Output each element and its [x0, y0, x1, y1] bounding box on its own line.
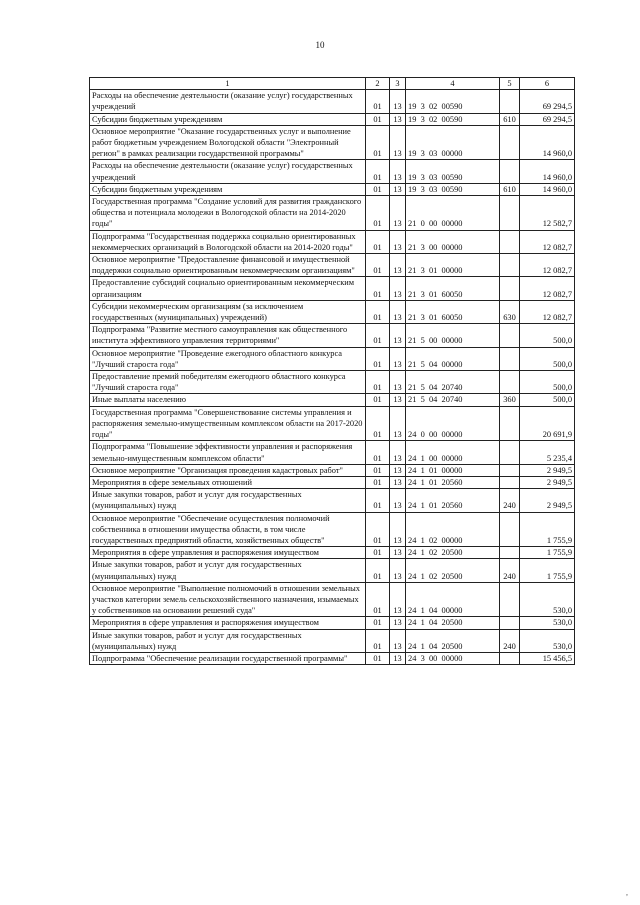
row-target-code-cell: 21 5 00 00000	[406, 324, 500, 347]
row-target-code-cell: 19 3 02 00590	[406, 90, 500, 113]
table-header-row	[90, 78, 575, 90]
row-subsection-cell: 13	[390, 230, 406, 253]
row-section-cell: 01	[366, 617, 390, 629]
table-row	[90, 512, 575, 547]
row-name-cell: Государственная программа "Создание условий для развития гражданского общества и потенциала молодежи в Вологодской области на 2014-2020 годы"	[90, 196, 366, 231]
row-name-cell: Подпрограмма "Государственная поддержка социально ориентированных некоммерческих организаций в Вологодской области на 2014-2020 годы"	[90, 230, 366, 253]
row-name-cell: Основное мероприятие "Оказание государственных услуг и выполнение работ бюджетным учреждением Вологодской области "Электронный регион" в рамках реализации государственной программы"	[90, 125, 366, 160]
table-row	[90, 90, 575, 113]
row-amount-cell: 5 235,4	[520, 441, 575, 464]
row-name-cell: Предоставление субсидий социально ориентированным некоммерческим организациям	[90, 277, 366, 300]
row-amount-cell: 15 456,5	[520, 652, 575, 664]
table-row	[90, 300, 575, 323]
row-section-cell: 01	[366, 464, 390, 476]
table-row	[90, 196, 575, 231]
row-expense-type-cell	[500, 324, 520, 347]
row-amount-cell: 14 960,0	[520, 183, 575, 195]
row-amount-cell: 530,0	[520, 582, 575, 617]
row-target-code-cell: 19 3 03 00590	[406, 160, 500, 183]
table-row	[90, 394, 575, 406]
row-name-cell: Предоставление премий победителям ежегодного областного конкурса "Лучший староста года"	[90, 371, 366, 394]
row-name-cell: Подпрограмма "Развитие местного самоуправления как общественного института эффективного управления территориями"	[90, 324, 366, 347]
row-name-cell: Государственная программа "Совершенствование системы управления и распоряжения земельно-имущественным комплексом области на 2017-2020 годы"	[90, 406, 366, 441]
row-subsection-cell: 13	[390, 277, 406, 300]
row-target-code-cell: 24 1 02 20500	[406, 559, 500, 582]
row-amount-cell: 12 082,7	[520, 254, 575, 277]
table-row	[90, 489, 575, 512]
row-expense-type-cell	[500, 582, 520, 617]
row-amount-cell: 500,0	[520, 324, 575, 347]
row-section-cell: 01	[366, 113, 390, 125]
row-name-cell: Основное мероприятие "Организация проведения кадастровых работ"	[90, 464, 366, 476]
table-row	[90, 160, 575, 183]
table-row	[90, 324, 575, 347]
column-header-section: 2	[366, 78, 390, 90]
row-section-cell: 01	[366, 547, 390, 559]
row-name-cell: Подпрограмма "Обеспечение реализации государственной программы"	[90, 652, 366, 664]
row-subsection-cell: 13	[390, 183, 406, 195]
row-amount-cell: 12 082,7	[520, 300, 575, 323]
row-expense-type-cell: 610	[500, 183, 520, 195]
table-row	[90, 582, 575, 617]
row-target-code-cell: 24 1 01 00000	[406, 464, 500, 476]
row-amount-cell: 500,0	[520, 347, 575, 370]
row-subsection-cell: 13	[390, 406, 406, 441]
column-header-target-code: 4	[406, 78, 500, 90]
row-subsection-cell: 13	[390, 394, 406, 406]
row-section-cell: 01	[366, 90, 390, 113]
row-amount-cell: 14 960,0	[520, 160, 575, 183]
table-row	[90, 476, 575, 488]
row-amount-cell: 20 691,9	[520, 406, 575, 441]
row-target-code-cell: 21 3 01 60050	[406, 277, 500, 300]
table-row	[90, 559, 575, 582]
row-name-cell: Субсидии некоммерческим организациям (за исключением государственных (муниципальных) учреждений)	[90, 300, 366, 323]
row-name-cell: Мероприятия в сфере управления и распоряжения имуществом	[90, 617, 366, 629]
row-expense-type-cell	[500, 125, 520, 160]
row-name-cell: Иные закупки товаров, работ и услуг для государственных (муниципальных) нужд	[90, 629, 366, 652]
row-expense-type-cell	[500, 476, 520, 488]
row-subsection-cell: 13	[390, 489, 406, 512]
row-amount-cell: 14 960,0	[520, 125, 575, 160]
row-name-cell: Основное мероприятие "Предоставление финансовой и имущественной поддержки социально ориентированным некоммерческим организациям"	[90, 254, 366, 277]
row-target-code-cell: 21 5 04 20740	[406, 371, 500, 394]
row-expense-type-cell: 630	[500, 300, 520, 323]
row-subsection-cell: 13	[390, 125, 406, 160]
row-section-cell: 01	[366, 347, 390, 370]
row-subsection-cell: 13	[390, 629, 406, 652]
table-row	[90, 277, 575, 300]
row-target-code-cell: 24 1 02 00000	[406, 512, 500, 547]
row-amount-cell: 69 294,5	[520, 113, 575, 125]
row-expense-type-cell: 360	[500, 394, 520, 406]
row-amount-cell: 1 755,9	[520, 547, 575, 559]
row-amount-cell: 69 294,5	[520, 90, 575, 113]
row-target-code-cell: 24 1 00 00000	[406, 441, 500, 464]
row-target-code-cell: 24 0 00 00000	[406, 406, 500, 441]
row-section-cell: 01	[366, 300, 390, 323]
row-expense-type-cell	[500, 230, 520, 253]
table-row	[90, 371, 575, 394]
column-header-subsection: 3	[390, 78, 406, 90]
row-subsection-cell: 13	[390, 582, 406, 617]
row-target-code-cell: 21 3 00 00000	[406, 230, 500, 253]
row-subsection-cell: 13	[390, 347, 406, 370]
table-row	[90, 652, 575, 664]
row-target-code-cell: 24 1 04 20500	[406, 629, 500, 652]
row-section-cell: 01	[366, 160, 390, 183]
row-target-code-cell: 24 1 02 20500	[406, 547, 500, 559]
row-amount-cell: 500,0	[520, 394, 575, 406]
row-subsection-cell: 13	[390, 547, 406, 559]
row-name-cell: Расходы на обеспечение деятельности (оказание услуг) государственных учреждений	[90, 160, 366, 183]
row-amount-cell: 1 755,9	[520, 559, 575, 582]
row-target-code-cell: 21 3 01 60050	[406, 300, 500, 323]
row-name-cell: Иные выплаты населению	[90, 394, 366, 406]
row-subsection-cell: 13	[390, 371, 406, 394]
table-row	[90, 113, 575, 125]
row-subsection-cell: 13	[390, 512, 406, 547]
row-expense-type-cell	[500, 617, 520, 629]
row-expense-type-cell	[500, 547, 520, 559]
row-name-cell: Иные закупки товаров, работ и услуг для государственных (муниципальных) нужд	[90, 489, 366, 512]
row-expense-type-cell: 240	[500, 489, 520, 512]
row-expense-type-cell	[500, 160, 520, 183]
row-expense-type-cell	[500, 90, 520, 113]
row-section-cell: 01	[366, 371, 390, 394]
row-subsection-cell: 13	[390, 464, 406, 476]
row-name-cell: Подпрограмма "Повышение эффективности управления и распоряжения земельно-имущественным комплексом области"	[90, 441, 366, 464]
row-section-cell: 01	[366, 196, 390, 231]
row-section-cell: 01	[366, 277, 390, 300]
row-name-cell: Мероприятия в сфере земельных отношений	[90, 476, 366, 488]
row-amount-cell: 12 582,7	[520, 196, 575, 231]
row-name-cell: Расходы на обеспечение деятельности (оказание услуг) государственных учреждений	[90, 90, 366, 113]
row-amount-cell: 530,0	[520, 629, 575, 652]
row-target-code-cell: 19 3 03 00000	[406, 125, 500, 160]
row-subsection-cell: 13	[390, 254, 406, 277]
table-row	[90, 629, 575, 652]
column-header-amount: 6	[520, 78, 575, 90]
row-target-code-cell: 21 3 01 00000	[406, 254, 500, 277]
row-section-cell: 01	[366, 652, 390, 664]
table-row	[90, 441, 575, 464]
row-amount-cell: 12 082,7	[520, 277, 575, 300]
row-expense-type-cell	[500, 441, 520, 464]
row-section-cell: 01	[366, 324, 390, 347]
row-expense-type-cell: 240	[500, 559, 520, 582]
row-section-cell: 01	[366, 125, 390, 160]
row-target-code-cell: 21 5 04 00000	[406, 347, 500, 370]
row-subsection-cell: 13	[390, 324, 406, 347]
row-subsection-cell: 13	[390, 652, 406, 664]
edge-mark: ,	[626, 888, 628, 897]
row-amount-cell: 1 755,9	[520, 512, 575, 547]
table-row	[90, 547, 575, 559]
column-header-name: 1	[90, 78, 366, 90]
budget-table	[89, 77, 575, 665]
row-expense-type-cell	[500, 254, 520, 277]
row-expense-type-cell	[500, 347, 520, 370]
row-name-cell: Мероприятия в сфере управления и распоряжения имуществом	[90, 547, 366, 559]
row-name-cell: Основное мероприятие "Выполнение полномочий в отношении земельных участков категории земель сельскохозяйственного назначения, изымаемых у собственников на основании решений суда"	[90, 582, 366, 617]
row-target-code-cell: 19 3 03 00590	[406, 183, 500, 195]
row-section-cell: 01	[366, 489, 390, 512]
row-subsection-cell: 13	[390, 476, 406, 488]
row-section-cell: 01	[366, 394, 390, 406]
row-target-code-cell: 19 3 02 00590	[406, 113, 500, 125]
table-row	[90, 125, 575, 160]
row-expense-type-cell	[500, 277, 520, 300]
row-amount-cell: 530,0	[520, 617, 575, 629]
row-section-cell: 01	[366, 512, 390, 547]
row-section-cell: 01	[366, 582, 390, 617]
row-subsection-cell: 13	[390, 113, 406, 125]
row-target-code-cell: 24 1 01 20560	[406, 476, 500, 488]
row-name-cell: Основное мероприятие "Обеспечение осуществления полномочий собственника в отношении имущества области, в том числе государственных предприятий области, хозяйственных обществ"	[90, 512, 366, 547]
page-number: 10	[315, 40, 325, 50]
row-section-cell: 01	[366, 406, 390, 441]
row-section-cell: 01	[366, 476, 390, 488]
row-expense-type-cell: 610	[500, 113, 520, 125]
row-amount-cell: 2 949,5	[520, 476, 575, 488]
row-expense-type-cell	[500, 512, 520, 547]
row-expense-type-cell	[500, 196, 520, 231]
row-section-cell: 01	[366, 254, 390, 277]
row-expense-type-cell	[500, 371, 520, 394]
row-name-cell: Иные закупки товаров, работ и услуг для государственных (муниципальных) нужд	[90, 559, 366, 582]
row-target-code-cell: 21 5 04 20740	[406, 394, 500, 406]
row-section-cell: 01	[366, 559, 390, 582]
row-name-cell: Субсидии бюджетным учреждениям	[90, 113, 366, 125]
row-section-cell: 01	[366, 230, 390, 253]
row-subsection-cell: 13	[390, 300, 406, 323]
row-subsection-cell: 13	[390, 160, 406, 183]
row-amount-cell: 12 082,7	[520, 230, 575, 253]
row-amount-cell: 2 949,5	[520, 464, 575, 476]
row-subsection-cell: 13	[390, 196, 406, 231]
row-expense-type-cell	[500, 652, 520, 664]
row-section-cell: 01	[366, 441, 390, 464]
row-subsection-cell: 13	[390, 90, 406, 113]
row-name-cell: Субсидии бюджетным учреждениям	[90, 183, 366, 195]
row-name-cell: Основное мероприятие "Проведение ежегодного областного конкурса "Лучший староста года"	[90, 347, 366, 370]
row-target-code-cell: 21 0 00 00000	[406, 196, 500, 231]
row-subsection-cell: 13	[390, 441, 406, 464]
table-row	[90, 230, 575, 253]
row-subsection-cell: 13	[390, 559, 406, 582]
table-body	[90, 90, 575, 665]
row-section-cell: 01	[366, 183, 390, 195]
table-row	[90, 347, 575, 370]
row-section-cell: 01	[366, 629, 390, 652]
column-header-expense-type: 5	[500, 78, 520, 90]
table-row	[90, 406, 575, 441]
table-row	[90, 464, 575, 476]
row-target-code-cell: 24 1 04 00000	[406, 582, 500, 617]
row-expense-type-cell	[500, 406, 520, 441]
row-target-code-cell: 24 1 01 20560	[406, 489, 500, 512]
row-amount-cell: 2 949,5	[520, 489, 575, 512]
table-row	[90, 183, 575, 195]
row-expense-type-cell: 240	[500, 629, 520, 652]
row-expense-type-cell	[500, 464, 520, 476]
row-subsection-cell: 13	[390, 617, 406, 629]
row-target-code-cell: 24 3 00 00000	[406, 652, 500, 664]
row-target-code-cell: 24 1 04 20500	[406, 617, 500, 629]
table-row	[90, 254, 575, 277]
table-row	[90, 617, 575, 629]
row-amount-cell: 500,0	[520, 371, 575, 394]
